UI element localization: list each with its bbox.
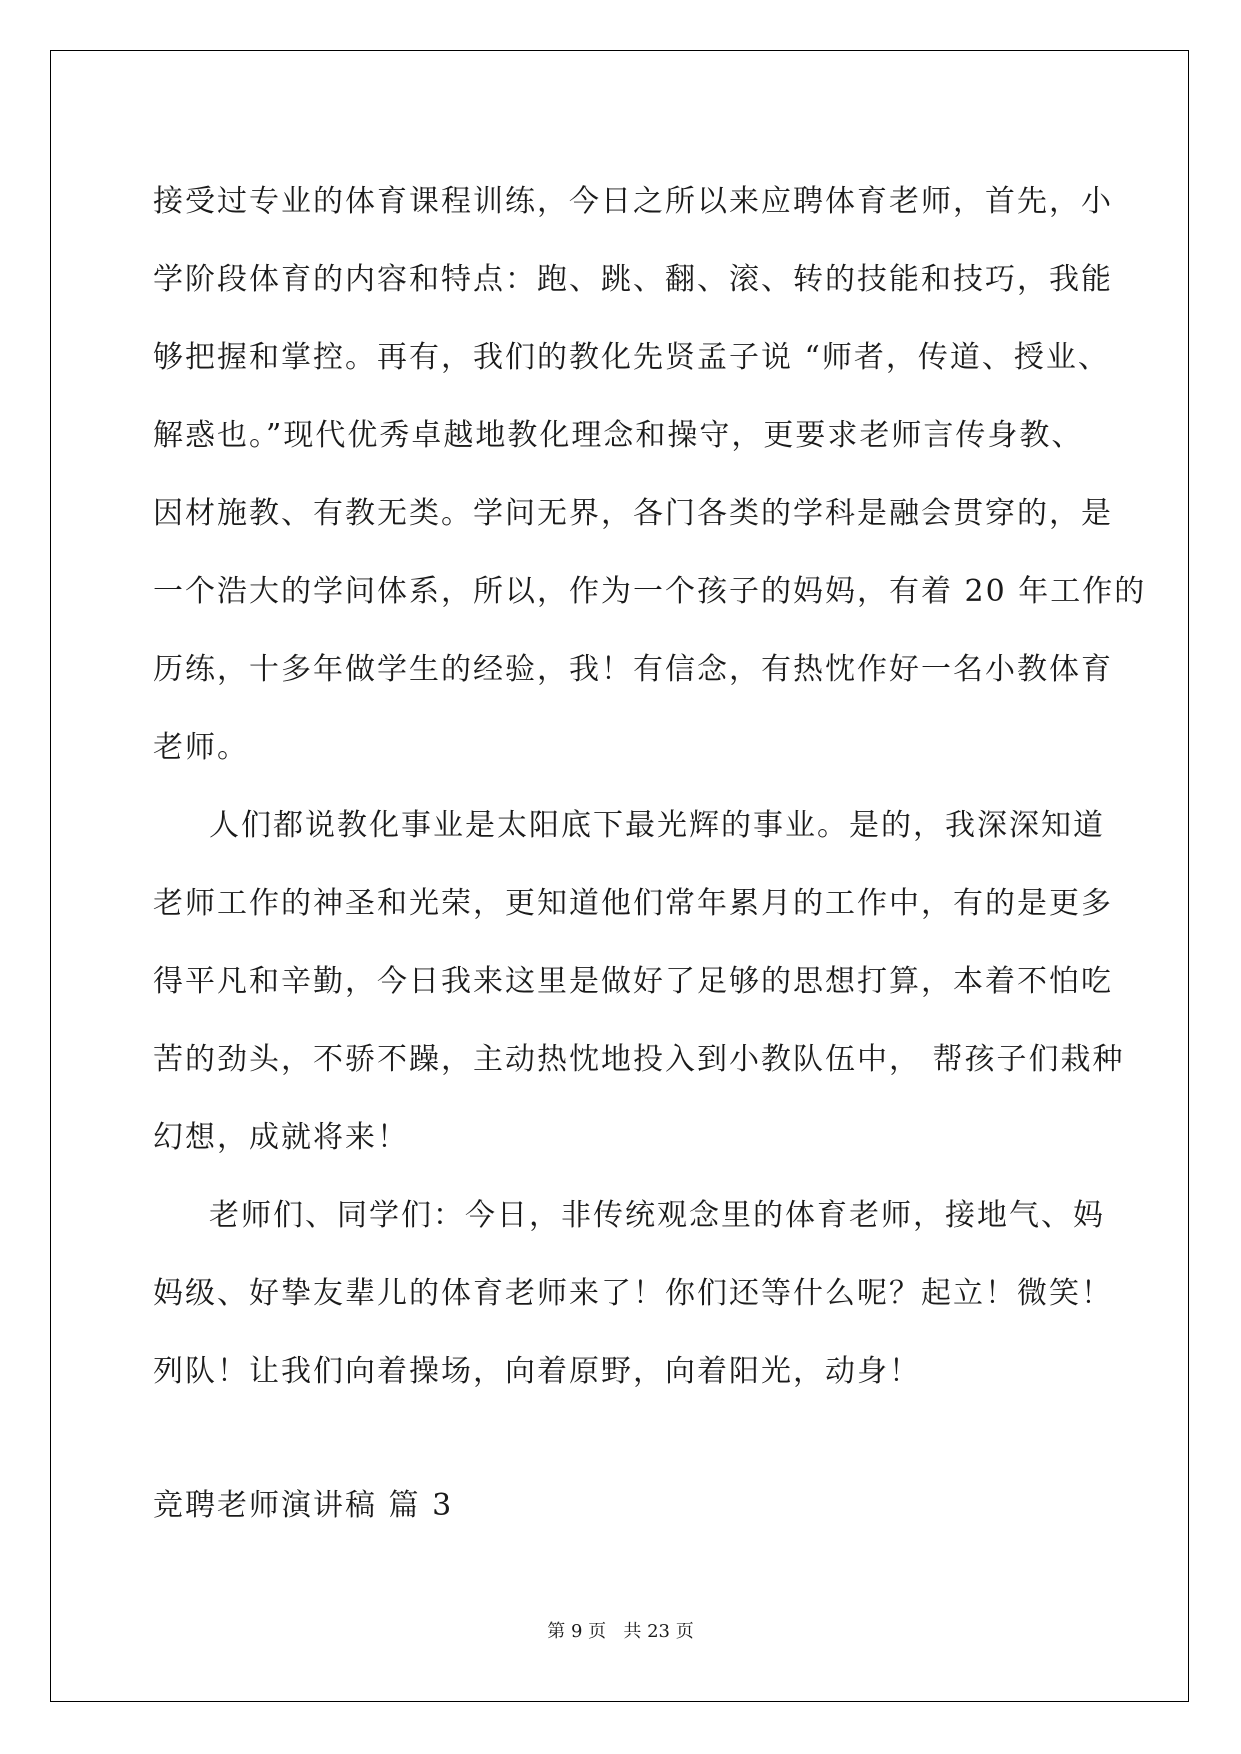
text-line: 老师们、同学们：今日，非传统观念里的体育老师，接地气、妈 xyxy=(209,1198,1105,1233)
paragraph-3 xyxy=(153,1177,1113,1411)
text-line: 列队！让我们向着操场，向着原野，向着阳光，动身！ xyxy=(153,1354,921,1389)
text-line: 历练，十多年做学生的经验，我！有信念，有热忱作好一名小教体育 xyxy=(153,652,1113,687)
text-line: 一个浩大的学问体系，所以，作为一个孩子的妈妈，有着 20 年工作的 xyxy=(153,574,1147,609)
text-line: 苦的劲头，不骄不躁，主动热忱地投入到小教队伍中， 帮孩子们栽种 xyxy=(153,1042,1125,1077)
paragraph-2 xyxy=(153,787,1125,1177)
text-line: 老师。 xyxy=(153,730,249,765)
text-line: 人们都说教化事业是太阳底下最光辉的事业。是的，我深深知道 xyxy=(209,808,1105,843)
page-number-footer: 第 9 页 共 23 页 xyxy=(547,1621,694,1642)
text-line: 因材施教、有教无类。学问无界，各门各类的学科是融会贯穿的，是 xyxy=(153,496,1113,531)
text-line: 妈级、好挚友辈儿的体育老师来了！你们还等什么呢？起立！微笑！ xyxy=(153,1276,1113,1311)
text-line: 接受过专业的体育课程训练，今日之所以来应聘体育老师，首先，小 xyxy=(153,184,1113,219)
document-body xyxy=(153,163,1147,1411)
text-line: 得平凡和辛勤，今日我来这里是做好了足够的思想打算，本着不怕吃 xyxy=(153,964,1113,999)
section-heading: 竞聘老师演讲稿 篇 3 xyxy=(153,1488,454,1523)
paragraph-1 xyxy=(153,163,1147,787)
text-line: 幻想，成就将来！ xyxy=(153,1120,409,1155)
text-line: 解惑也。”现代优秀卓越地教化理念和操守，更要求老师言传身教、 xyxy=(153,418,1084,453)
text-line: 学阶段体育的内容和特点：跑、跳、翻、滚、转的技能和技巧，我能 xyxy=(153,262,1113,297)
text-line: 够把握和掌控。再有，我们的教化先贤孟子说 “师者，传道、授业、 xyxy=(153,340,1110,375)
text-line: 老师工作的神圣和光荣，更知道他们常年累月的工作中，有的是更多 xyxy=(153,886,1113,921)
